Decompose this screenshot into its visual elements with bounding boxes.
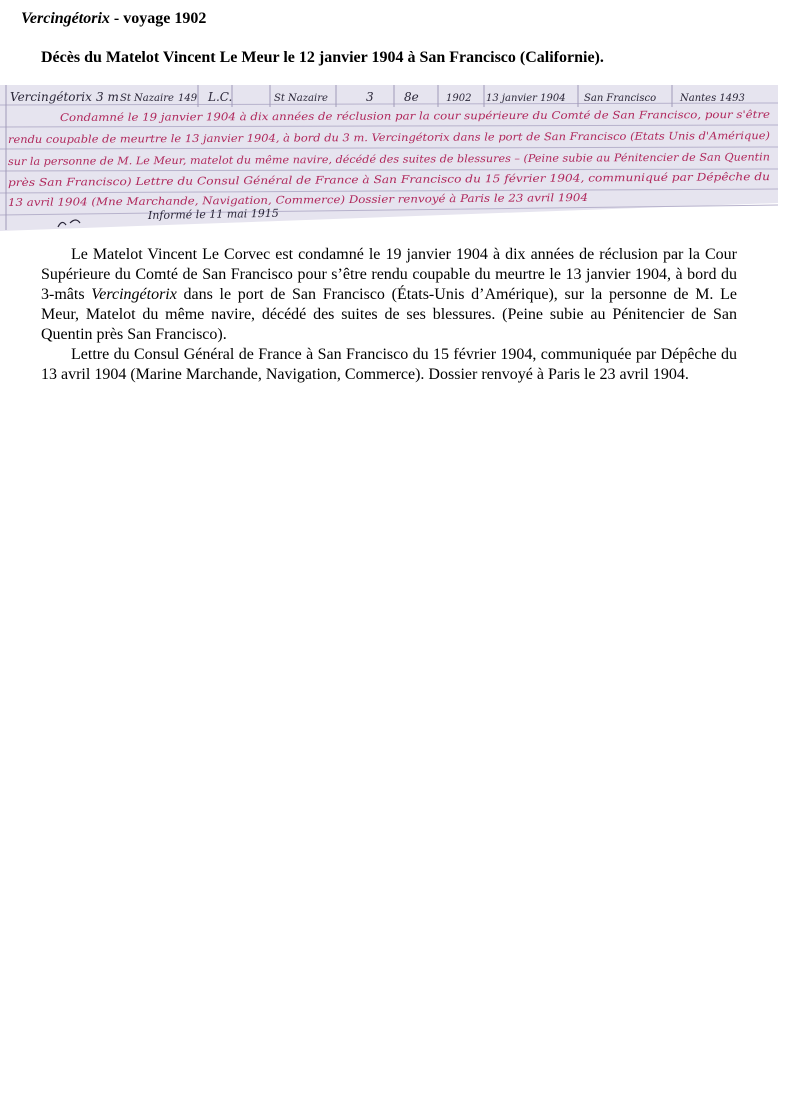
scan-date-event: 13 janvier 1904 <box>486 93 566 104</box>
scan-rig: 3 m <box>96 90 119 104</box>
scan-col-8e: 8e <box>404 90 419 104</box>
scan-line-1: Condamné le 19 janvier 1904 à dix années de réclusion par la cour supérieure du Comté de San Francisco, pour s'être <box>59 109 694 124</box>
scan-port-2: St Nazaire <box>274 93 328 104</box>
scan-place: San Francisco <box>584 93 657 104</box>
paragraph-1: Le Matelot Vincent Le Corvec est condamné le 19 janvier 1904 à dix années de réclusion par la Cour Supérieure du Comté de San Francisco pour s’être rendu coupable du meurtre le 13 janvier 1904, à bord du 3-mâts Vercingétorix dans le port de San Francisco (États-Unis d’Amérique), sur la personne de M. Le Meur, Matelot du même navire, décédé des suites de ses blessures. (Peine subie au Pénitencier de San Quentin près San Francisco). <box>41 246 737 343</box>
paragraph-2: Lettre du Consul Général de France à San Francisco du 15 février 1904, communiquée par Dépêche du 13 avril 1904 (Marine Marchande, Navigation, Commerce). Dossier renvoyé à Paris le 23 avril 1904. <box>41 346 737 383</box>
page-header <box>21 10 206 28</box>
scan-port: St Nazaire <box>120 93 174 104</box>
register-scan-image <box>0 85 778 231</box>
transcription <box>41 245 737 385</box>
scan-line-2: rendu coupable de meurtre le 13 janvier 1904, à bord du 3 m. Vercingétorix dans le port de San Francisco (Etats Unis d'Amérique) <box>7 130 708 146</box>
scan-col-lc: L.C. <box>208 90 233 104</box>
scan-line-3: sur la personne de M. Le Meur, matelot du même navire, décédé des suites de blessures – (Peine subie au Pénitencier de San Quentin <box>7 151 723 168</box>
scan-col-3: 3 <box>366 90 374 104</box>
document-title: Décès du Matelot Vincent Le Meur le 12 janvier 1904 à San Francisco (Californie). <box>41 49 604 66</box>
scan-number: 149 <box>178 93 198 104</box>
scan-line-5: 13 avril 1904 (Mne Marchande, Navigation, Commerce) Dossier renvoyé à Paris le 23 avril 1904 <box>7 192 523 209</box>
paragraph-ship-name: Vercingétorix <box>91 286 177 303</box>
scan-line-4: près San Francisco) Lettre du Consul Général de France à San Francisco du 15 février 1904, communiqué par Dépêche du <box>7 171 665 189</box>
register-scan <box>0 85 778 231</box>
scan-ship: Vercingétorix <box>10 90 92 104</box>
scan-date-depart: 1902 <box>446 93 472 104</box>
scan-signature: Informé le 11 mai 1915 <box>147 206 279 222</box>
scan-nantes: Nantes 1493 <box>680 93 745 104</box>
header-voyage: - voyage 1902 <box>109 10 207 27</box>
header-ship-name: Vercingétorix <box>21 10 110 27</box>
